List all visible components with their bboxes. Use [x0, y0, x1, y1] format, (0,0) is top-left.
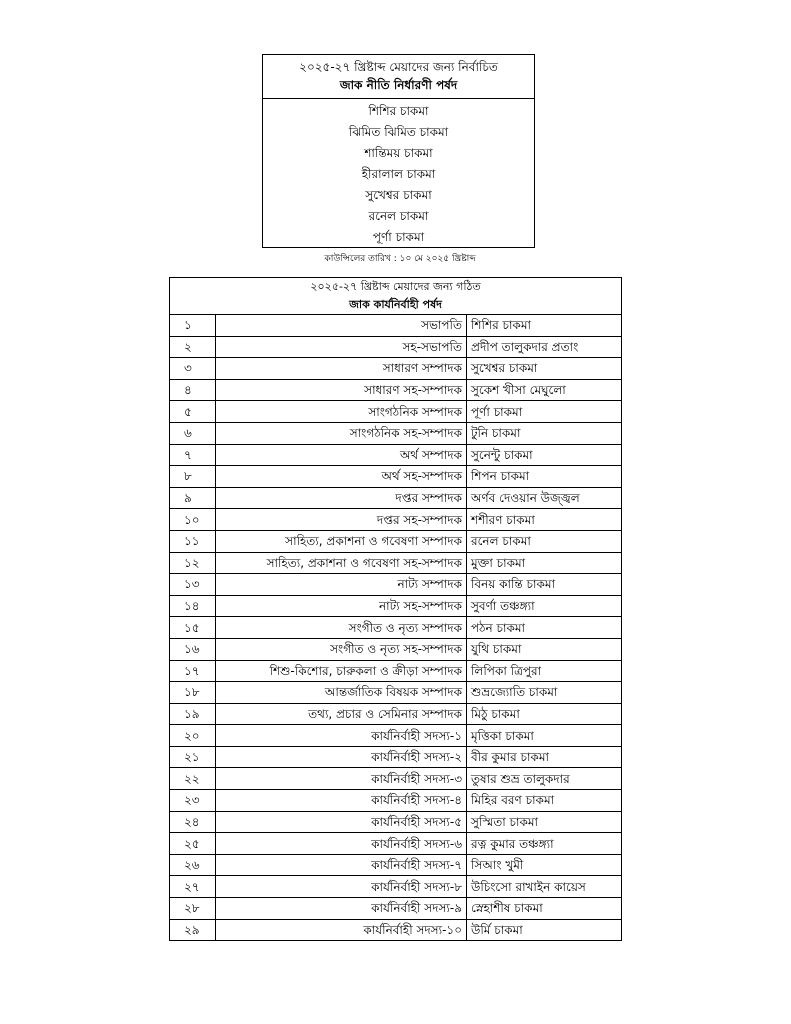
member-name: তুষার শুভ্র তালুকদার [467, 768, 622, 790]
serial-number: ৬ [170, 422, 216, 444]
policy-board-member: পূর্ণা চাকমা [372, 230, 425, 244]
position-title: সংগীত ও নৃত্য সহ-সম্পাদক [216, 638, 467, 660]
serial-number: ১৬ [170, 638, 216, 660]
position-title: কার্যনির্বাহী সদস্য-৫ [216, 811, 467, 833]
table-row [170, 746, 622, 768]
executive-board-title: জাক কার্যনির্বাহী পর্ষদ [170, 296, 622, 315]
serial-number: ১৯ [170, 703, 216, 725]
member-name: সুখেশ্বর চাকমা [467, 358, 622, 380]
table-row [170, 422, 622, 444]
policy-board-member: রনেল চাকমা [368, 209, 429, 223]
policy-board-member: সুখেশ্বর চাকমা [365, 188, 432, 202]
serial-number: ১ [170, 315, 216, 337]
member-name: সিআং খুমী [467, 854, 622, 876]
member-name: যুথি চাকমা [467, 638, 622, 660]
table-row [170, 574, 622, 596]
serial-number: ১১ [170, 530, 216, 552]
member-name: সুনেন্টু চাকমা [467, 444, 622, 466]
table-row [170, 401, 622, 423]
member-name: বিনয় কান্তি চাকমা [467, 574, 622, 596]
position-title: সহ-সভাপতি [216, 336, 467, 358]
serial-number: ৩ [170, 358, 216, 380]
table-row [170, 768, 622, 790]
position-title: আন্তর্জাতিক বিষয়ক সম্পাদক [216, 682, 467, 704]
member-name: টুনি চাকমা [467, 422, 622, 444]
position-title: অর্থ সম্পাদক [216, 444, 467, 466]
executive-board-term: ২০২৫-২৭ খ্রিষ্টাব্দ মেয়াদের জন্য গঠিত [170, 278, 622, 297]
position-title: সংগীত ও নৃত্য সম্পাদক [216, 617, 467, 639]
policy-board-member: শিশির চাকমা [368, 104, 429, 118]
serial-number: ২৫ [170, 833, 216, 855]
table-row [170, 638, 622, 660]
member-name: মুক্তা চাকমা [467, 552, 622, 574]
table-row [170, 336, 622, 358]
table-row [170, 703, 622, 725]
position-title: কার্যনির্বাহী সদস্য-৩ [216, 768, 467, 790]
table-row [170, 725, 622, 747]
position-title: নাট্য সহ-সম্পাদক [216, 595, 467, 617]
position-title: সভাপতি [216, 315, 467, 337]
table-row [170, 379, 622, 401]
position-title: সাধারণ সহ-সম্পাদক [216, 379, 467, 401]
table-row [170, 617, 622, 639]
policy-board-member: ঝিমিত ঝিমিত চাকমা [348, 125, 449, 139]
policy-board-member: শান্তিময় চাকমা [364, 146, 433, 160]
position-title: সাধারণ সম্পাদক [216, 358, 467, 380]
serial-number: ১০ [170, 509, 216, 531]
council-date: কাউন্সিলের তারিখ : ১০ মে ২০২৫ খ্রিষ্টাব্দ [324, 254, 476, 264]
member-name: প্রদীপ তালুকদার প্রতাং [467, 336, 622, 358]
table-row [170, 898, 622, 920]
policy-board-members [263, 99, 534, 248]
serial-number: ১৮ [170, 682, 216, 704]
serial-number: ২৪ [170, 811, 216, 833]
table-row [170, 682, 622, 704]
member-name: লিপিকা ত্রিপুরা [467, 660, 622, 682]
position-title: কার্যনির্বাহী সদস্য-১ [216, 725, 467, 747]
serial-number: ৯ [170, 487, 216, 509]
policy-board-term: ২০২৫-২৭ খ্রিষ্টাব্দ মেয়াদের জন্য নির্বাচিত [299, 60, 498, 74]
policy-board-box [262, 54, 535, 248]
policy-board-title: জাক নীতি নির্ধারণী পর্ষদ [339, 78, 458, 92]
member-name: মৃত্তিকা চাকমা [467, 725, 622, 747]
position-title: কার্যনির্বাহী সদস্য-৭ [216, 854, 467, 876]
executive-board-rows [170, 315, 622, 941]
position-title: সাংগঠনিক সম্পাদক [216, 401, 467, 423]
member-name: মিঠু চাকমা [467, 703, 622, 725]
serial-number: ১৭ [170, 660, 216, 682]
table-row [170, 811, 622, 833]
serial-number: ১৪ [170, 595, 216, 617]
member-name: রনেল চাকমা [467, 530, 622, 552]
table-row [170, 315, 622, 337]
serial-number: ২৮ [170, 898, 216, 920]
member-name: বীর কুমার চাকমা [467, 746, 622, 768]
table-row [170, 876, 622, 898]
serial-number: ১৫ [170, 617, 216, 639]
serial-number: ২৯ [170, 919, 216, 941]
member-name: অর্ণব দেওয়ান উজ্জ্বল [467, 487, 622, 509]
position-title: সাহিত্য, প্রকাশনা ও গবেষণা সম্পাদক [216, 530, 467, 552]
table-row [170, 833, 622, 855]
member-name: রত্ন কুমার তঞ্চঙ্গ্যা [467, 833, 622, 855]
table-row [170, 444, 622, 466]
position-title: কার্যনির্বাহী সদস্য-২ [216, 746, 467, 768]
serial-number: ২৭ [170, 876, 216, 898]
serial-number: ৮ [170, 466, 216, 488]
position-title: দপ্তর সহ-সম্পাদক [216, 509, 467, 531]
position-title: কার্যনির্বাহী সদস্য-৬ [216, 833, 467, 855]
member-name: সুকেশ খীসা মেঘুলো [467, 379, 622, 401]
serial-number: ২৬ [170, 854, 216, 876]
position-title: দপ্তর সম্পাদক [216, 487, 467, 509]
member-name: শুভ্রজ্যোতি চাকমা [467, 682, 622, 704]
position-title: তথ্য, প্রচার ও সেমিনার সম্পাদক [216, 703, 467, 725]
policy-board-header [263, 55, 534, 99]
position-title: শিশু-কিশোর, চারুকলা ও ক্রীড়া সম্পাদক [216, 660, 467, 682]
member-name: মিহির বরণ চাকমা [467, 790, 622, 812]
table-row [170, 466, 622, 488]
table-row [170, 790, 622, 812]
serial-number: ২৩ [170, 790, 216, 812]
member-name: শশীরণ চাকমা [467, 509, 622, 531]
serial-number: ২০ [170, 725, 216, 747]
table-row [170, 530, 622, 552]
member-name: শিশির চাকমা [467, 315, 622, 337]
table-row [170, 854, 622, 876]
serial-number: ২২ [170, 768, 216, 790]
table-row [170, 487, 622, 509]
member-name: সুস্মিতা চাকমা [467, 811, 622, 833]
member-name: উচিংসো রাখাইন কায়েস [467, 876, 622, 898]
position-title: নাট্য সম্পাদক [216, 574, 467, 596]
executive-board-table [169, 277, 622, 941]
serial-number: ৭ [170, 444, 216, 466]
member-name: পঠন চাকমা [467, 617, 622, 639]
serial-number: ২১ [170, 746, 216, 768]
serial-number: ২ [170, 336, 216, 358]
table-row [170, 358, 622, 380]
member-name: সুবর্ণা তঞ্চঙ্গ্যা [467, 595, 622, 617]
serial-number: ৪ [170, 379, 216, 401]
position-title: কার্যনির্বাহী সদস্য-৯ [216, 898, 467, 920]
position-title: কার্যনির্বাহী সদস্য-১০ [216, 919, 467, 941]
table-row [170, 660, 622, 682]
member-name: পূর্ণা চাকমা [467, 401, 622, 423]
member-name: শিপন চাকমা [467, 466, 622, 488]
table-row [170, 595, 622, 617]
member-name: স্নেহাশীষ চাকমা [467, 898, 622, 920]
position-title: সাহিত্য, প্রকাশনা ও গবেষণা সহ-সম্পাদক [216, 552, 467, 574]
member-name: উর্মি চাকমা [467, 919, 622, 941]
policy-board-member: হীরালাল চাকমা [361, 167, 436, 181]
table-row [170, 552, 622, 574]
table-row [170, 919, 622, 941]
table-row [170, 509, 622, 531]
position-title: সাংগঠনিক সহ-সম্পাদক [216, 422, 467, 444]
serial-number: ১৩ [170, 574, 216, 596]
serial-number: ১২ [170, 552, 216, 574]
position-title: কার্যনির্বাহী সদস্য-৮ [216, 876, 467, 898]
position-title: অর্থ সহ-সম্পাদক [216, 466, 467, 488]
serial-number: ৫ [170, 401, 216, 423]
position-title: কার্যনির্বাহী সদস্য-৪ [216, 790, 467, 812]
